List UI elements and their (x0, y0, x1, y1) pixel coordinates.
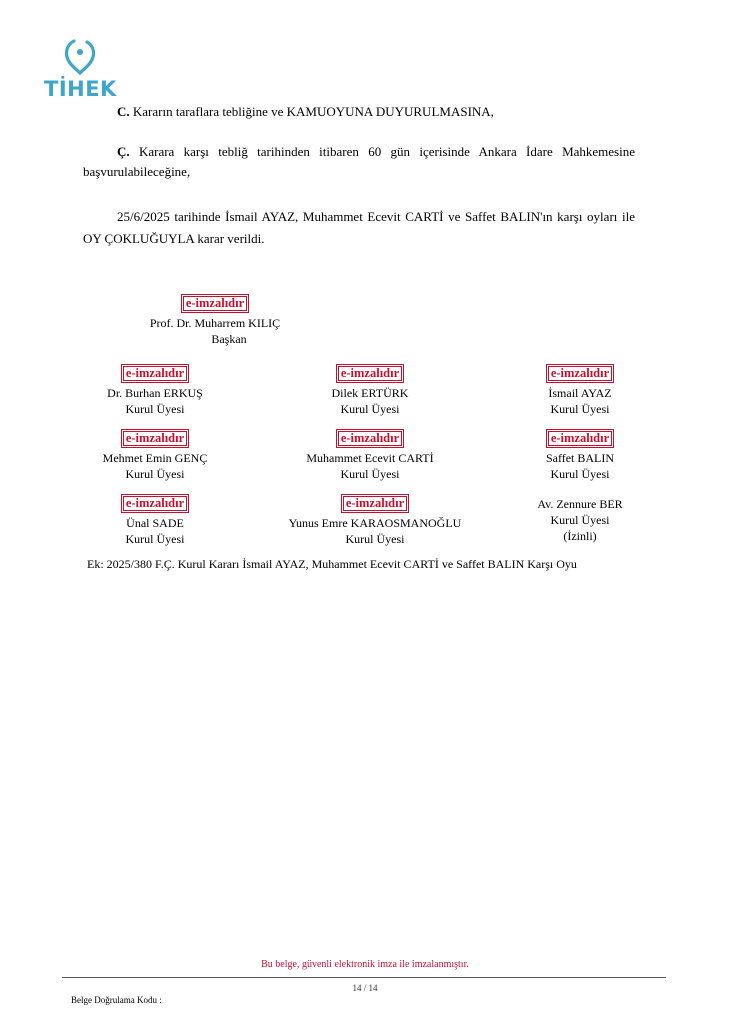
decision-statement: 25/6/2025 tarihinde İsmail AYAZ, Muhammet Ecevit CARTİ ve Saffet BALIN'ın karşı oyları ile (117, 209, 635, 224)
signatory-name: Ünal SADE (126, 516, 184, 530)
signatory-name: İsmail AYAZ (548, 386, 612, 400)
signatory-role: Kurul Üyesi (550, 513, 610, 527)
tihek-logo (44, 38, 124, 100)
signature-member (70, 429, 240, 482)
signature-member (270, 429, 470, 482)
signatory-name: Yunus Emre KARAOSMANOĞLU (288, 516, 462, 530)
decision-item-c-cedilla (117, 143, 635, 161)
signatory-name: Dilek ERTÜRK (331, 386, 409, 400)
e-signature-stamp: e-imzalıdır (546, 364, 614, 383)
decision-item-c (117, 103, 494, 121)
signatory-role: Kurul Üyesi (550, 402, 610, 416)
signatory-role: Kurul Üyesi (125, 402, 185, 416)
signatory-role: Kurul Üyesi (550, 467, 610, 481)
signatory-note: (İzinli) (563, 529, 597, 543)
signature-member (255, 494, 495, 547)
page-number: 14 / 14 (352, 983, 378, 993)
signatory-role: Kurul Üyesi (125, 532, 185, 546)
e-signature-stamp: e-imzalıdır (121, 494, 189, 513)
signature-member (270, 364, 470, 417)
signature-member (500, 364, 660, 417)
attachment-note: Ek: 2025/380 F.Ç. Kurul Kararı İsmail AYAZ, Muhammet Ecevit CARTİ ve Saffet BALIN Karşı Oyu (87, 557, 577, 571)
signatory-name: Prof. Dr. Muharrem KILIÇ (149, 316, 281, 330)
signatory-name: Dr. Burhan ERKUŞ (107, 386, 203, 400)
signatory-name: Muhammet Ecevit CARTİ (306, 451, 434, 465)
item-label: C. (117, 104, 130, 119)
signatory-role: Kurul Üyesi (345, 532, 405, 546)
e-signature-stamp: e-imzalıdır (336, 364, 404, 383)
decision-statement-continuation: OY ÇOKLUĞUYLA karar verildi. (83, 231, 265, 246)
item-text: Kararın taraflara tebliğine ve KAMUOYUNA DUYURULMASINA, (129, 104, 494, 119)
item-text: Karara karşı tebliğ tarihinden itibaren 60 gün içerisinde Ankara İdare Mahkemesine (129, 144, 635, 159)
signatory-role: Kurul Üyesi (125, 467, 185, 481)
e-signature-stamp: e-imzalıdır (546, 429, 614, 448)
signature-president (130, 294, 300, 347)
signatory-role: Kurul Üyesi (340, 467, 400, 481)
e-signature-stamp: e-imzalıdır (121, 429, 189, 448)
e-signature-stamp: e-imzalıdır (121, 364, 189, 383)
heart-logo-icon (60, 38, 100, 76)
item-label: Ç. (117, 144, 130, 159)
decision-item-c-cedilla-continuation: başvurulabileceğine, (83, 164, 191, 179)
signature-member-absent (500, 496, 660, 544)
signature-member (70, 494, 240, 547)
signatory-name: Saffet BALIN (545, 451, 615, 465)
verification-code-label: Belge Doğrulama Kodu : (71, 995, 162, 1005)
signature-member (70, 364, 240, 417)
e-signature-stamp: e-imzalıdır (181, 294, 249, 313)
signatory-name: Av. Zennure BER (537, 497, 623, 511)
e-signature-footer-note: Bu belge, güvenli elektronik imza ile imzalanmıştır. (261, 959, 469, 970)
signatory-name: Mehmet Emin GENÇ (102, 451, 208, 465)
signatory-role: Başkan (211, 332, 247, 346)
e-signature-stamp: e-imzalıdır (336, 429, 404, 448)
e-signature-stamp: e-imzalıdır (341, 494, 409, 513)
signature-member (500, 429, 660, 482)
signatory-role: Kurul Üyesi (340, 402, 400, 416)
footer-divider (62, 977, 666, 978)
logo-text: TİHEK (44, 77, 117, 101)
